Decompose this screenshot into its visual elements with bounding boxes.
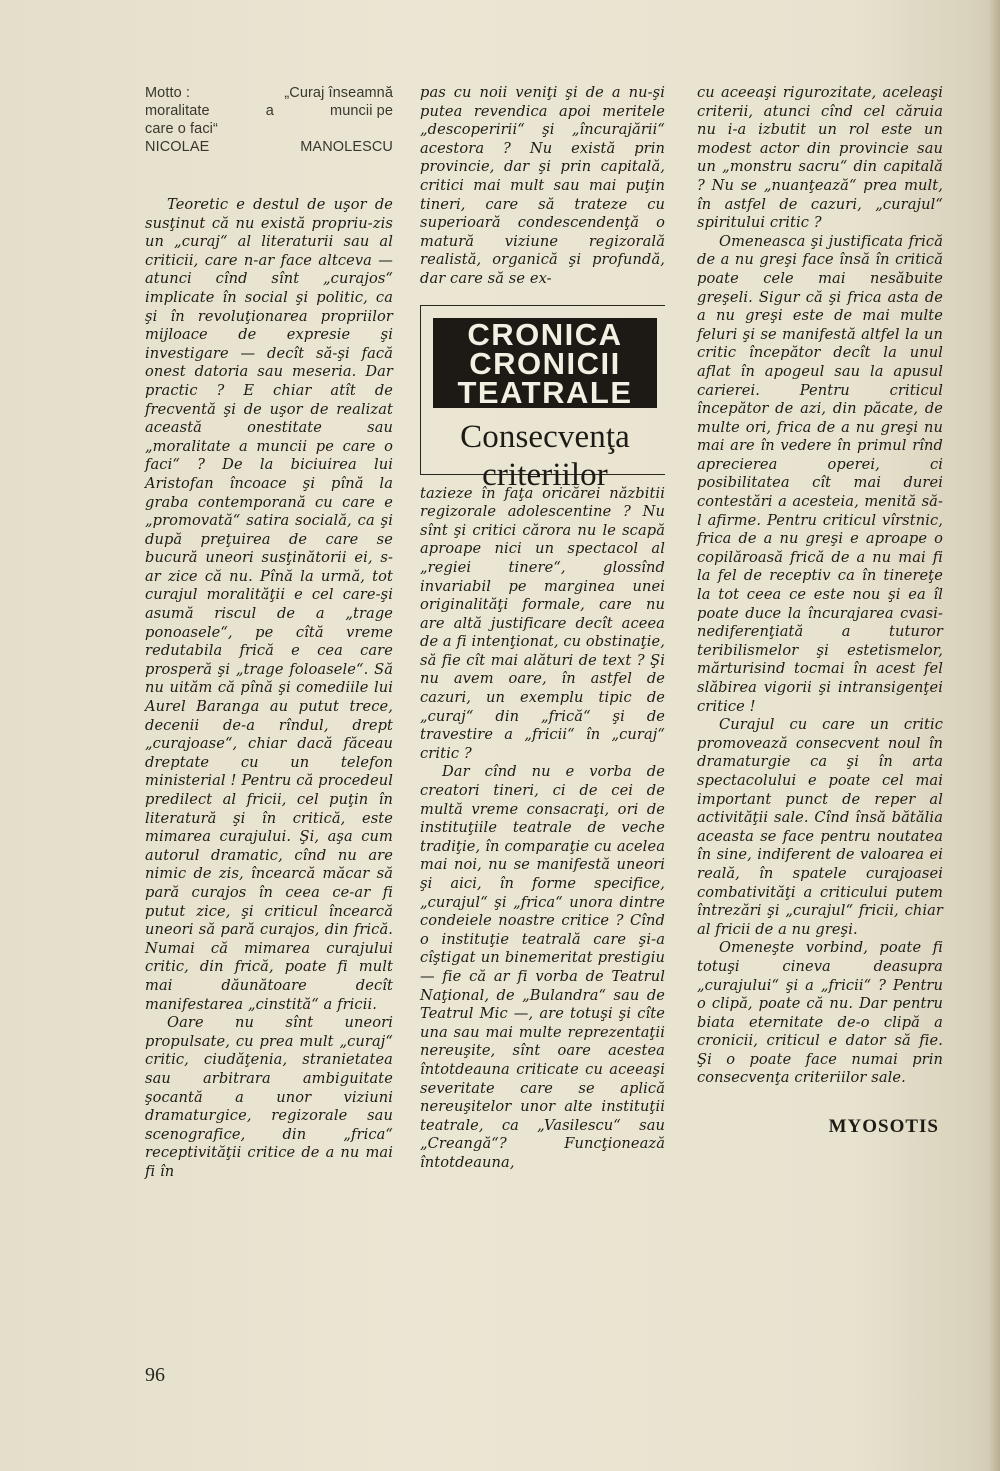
rubric-box <box>420 305 665 493</box>
motto-line-2 <box>145 102 393 120</box>
motto-text: a <box>265 103 274 119</box>
column-2 <box>420 84 665 1173</box>
motto-author <box>145 138 393 156</box>
paragraph: Curajul cu care un critic promovează consecvent noul în dramaturgie ca şi în arta spectacolului e poate cel mai important punct de reper al activităţii sale. Cînd însă bătălia aceasta se face pentru noutatea în sine, indiferent de valoarea ei reală, în spatele curajoasei combativităţi a criticului putem întrezări şi „curajul“ fricii, chiar al fricii de a nu greşi. <box>697 716 943 938</box>
rubric-line: CRONICII <box>469 345 621 381</box>
motto-line-3 <box>145 120 393 138</box>
paragraph: Omeneşte vorbind, poate fi totuşi cineva deasupra „curajului“ şi a „fricii“ ? Pentru o clipă, poate că nu. Dar pentru biata eternitate de-o clipă a cronicii, criticul e dator să fie. Şi o poate face numai prin consecvenţa criteriilor sale. <box>697 939 943 1087</box>
article-title: Consecvenţa criteriilor <box>460 418 630 493</box>
paragraph: tazieze în faţa oricărei năzbitii regizorale adolescentine ? Nu sînt şi critici cărora nu le scapă aproape nici un spectacol al „regiei tinere“, glossînd invariabil pe marginea unei originalităţi formale, care nu are altă justificare decît aceea de a fi intenţionat, cu obstinaţie, să fie cît mai alături de text ? Şi nu avem oare, în astfel de cazuri, un exemplu tipic de „curaj“ din „frică“ şi de travestire a „fricii“ în „curaj“ critic ? <box>420 484 665 762</box>
column-3 <box>697 84 943 1137</box>
paragraph: Oare nu sînt uneori propulsate, cu prea mult „curaj“ critic, ciudăţenia, stranietatea sau arbitrara ambiguitate şocantă a unor viziuni dramaturgice, regizorale sau scenografice, din „frica“ receptivităţii critice de a nu mai fi în <box>145 1014 393 1180</box>
rubric-line: TEATRALE <box>457 374 633 410</box>
motto <box>145 84 393 156</box>
rubric-banner <box>433 318 657 408</box>
motto-text: muncii pe <box>330 103 393 119</box>
motto-author-last: MANOLESCU <box>300 139 393 155</box>
motto-label: Motto : <box>145 85 191 101</box>
author-signature: MYOSOTIS <box>828 1116 939 1138</box>
paragraph: Dar cînd nu e vorba de creatori tineri, ci de cei de multă vreme consacraţi, ori de instituţiile teatrale de veche tradiţie, în comparaţie cu acelea mai noi, nu se manifestă uneori şi aici, în forme specifice, „curajul“ şi „frica“ unora dintre condeiele noastre critice ? Cînd o instituţie teatrală care şi-a cîştigat un binemeritat prestigiu — fie că ar fi vorba de Teatrul Naţional, de „Bulandra“ sau de Teatrul Mic —, are totuşi şi cîte una sau mai multe reprezentaţii nereuşite, sînt oare acestea întotdeauna criticate cu aceeaşi severitate care se aplică nereuşitelor unor alte instituţii teatrale, ca „Vasilescu“ sau „Creangă“? Funcţionează întotdeauna, <box>420 763 665 1171</box>
page-binding-edge <box>990 0 1000 1471</box>
motto-line-1 <box>145 84 393 102</box>
motto-text: care o faci“ <box>145 121 218 137</box>
motto-author-first: NICOLAE <box>145 139 210 155</box>
paragraph: pas cu noii veniţi şi de a nu-şi putea revendica apoi meritele „descoperirii“ şi „încurajării“ acestora ? Nu există prin provincie, dar şi prin capitală, critici mai mult sau mai puţin tineri, care să trateze cu superioară condescendenţă o matură viziune regizorală realistă, organică şi profundă, dar care să se ex- <box>420 84 665 287</box>
paragraph: Omeneasca şi justificata frică de a nu greşi face însă în critică poate cele mai nesăbuite greşeli. Sigur că şi frica asta de a nu greşi este de mai multe feluri şi se manifestă altfel la un critic începător decît la unul aflat în apogeul sau la apusul carierei. Pentru criticul începător de azi, din păcate, de multe ori, frica de a nu greşi nu mai are în vedere în primul rînd aprecierea operei, ci posibilitatea cît mai durei contestări a acesteia, menită să-l afirme. Pentru criticul vîrstnic, frica de a nu greşi e aproape o copilăroasă frică de a nu mai fi la fel de receptiv ca în tinereţe la tot ceea ce este nou şi ea îl poate duce la încurajarea cvasi-nediferenţiată a tuturor teribilismelor şi estetismelor, mărturisind tocmai în acest fel slăbirea vigorii şi intransigenţei critice ! <box>697 232 943 715</box>
paragraph: Teoretic e destul de uşor de susţinut că nu există propriu-zis un „curaj“ al literaturii sau al criticii, care n-ar face altceva — atunci cînd sînt „curajos“ implicate în social şi politic, ca şi în revoluţionarea propriilor mijloace de expresie şi investigare — decît să-şi facă onest datoria sau meseria. Dar practic ? E chiar atît de frecventă şi de uşor de realizat această onestitate sau „moralitate a muncii pe care o faci“ ? De la biciuirea lui Aristofan încoace şi pînă la graba contemporană cu care e „promovată“ satira socială, ca şi după preţuirea de care se bucură uneori susţinătorii ei, s-ar zice că nu. Pînă la urmă, tot curajul moralităţii e cel care-şi asumă riscul de a „trage ponoasele“, pe cîtă vreme redutabila frică e cea care prosperă şi „trage foloasele“. Să nu uităm că pînă şi comediile lui Aurel Baranga au putut trece, decenii de-a rîndul, drept „curajoase“, chiar dacă făceau dreptate cu un telefon ministerial ! Pentru că procedeul predilect al fricii, cel puţin în literatură şi în critică, este mimarea curajului. Şi, aşa cum autorul dramatic, cînd nu are nimic de zis, încearcă măcar să pară curajos în ceea ce-ar fi putut zice, şi criticul încearcă uneori să pară curajos, din frică. Numai că mimarea curajului critic, din frică, poate fi mult mai dăunătoare decît manifestarea „cinstită“ a fricii. <box>145 196 393 1013</box>
rubric-line: CRONICA <box>467 316 623 352</box>
page-number: 96 <box>145 1364 165 1386</box>
motto-text: moralitate <box>145 103 210 119</box>
motto-text: „Curaj înseamnă <box>284 85 393 101</box>
column-1 <box>145 84 393 1181</box>
paragraph: cu aceeaşi rigurozitate, aceleaşi criterii, atunci cînd cel căruia nu i-a izbutit un rol este un modest actor din provincie sau un „monstru sacru“ din capitală ? Nu se „nuanţează“ prea mult, în astfel de cazuri, „curajul“ spiritului critic ? <box>697 84 943 232</box>
